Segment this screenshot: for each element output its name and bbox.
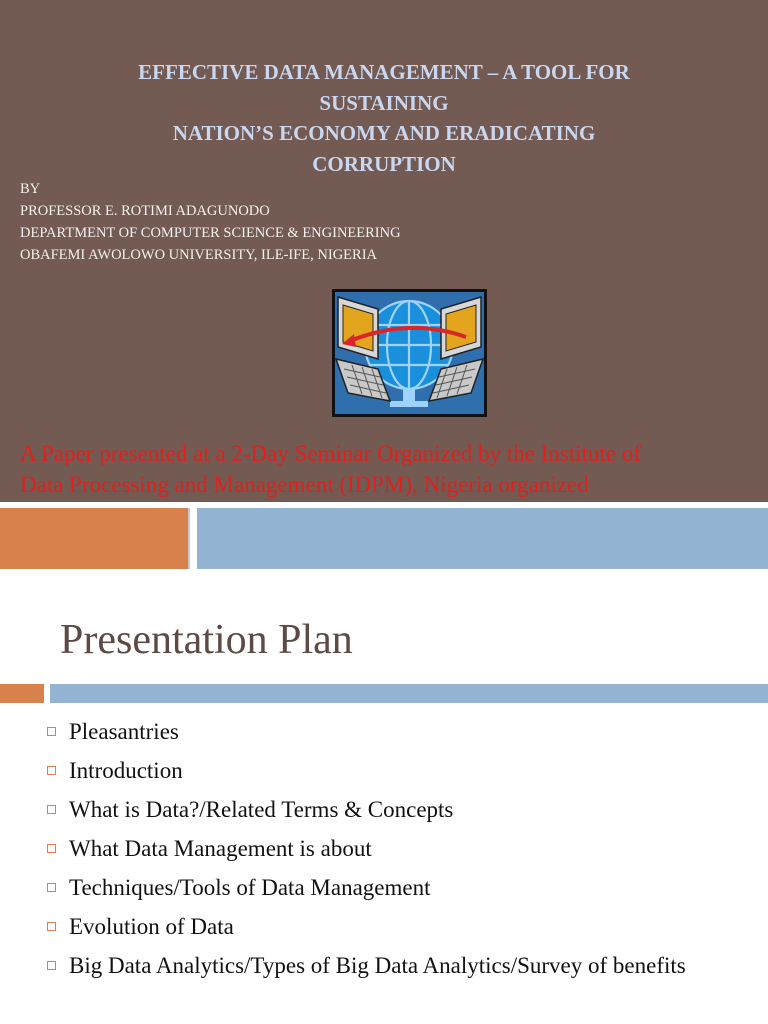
plan-list xyxy=(44,716,744,989)
list-item-text: Pleasantries xyxy=(69,719,179,744)
accent-bar-orange xyxy=(0,508,190,569)
accent-strip-blue xyxy=(50,684,768,703)
square-bullet-icon xyxy=(47,805,56,814)
square-bullet-icon xyxy=(47,727,56,736)
accent-strip-orange xyxy=(0,684,44,703)
title-slide xyxy=(0,0,768,502)
presentation-plan-title: Presentation Plan xyxy=(60,617,353,663)
seminar-caption xyxy=(20,438,760,500)
square-bullet-icon xyxy=(47,883,56,892)
square-bullet-icon xyxy=(47,766,56,775)
list-item xyxy=(44,794,744,826)
list-item-text: Techniques/Tools of Data Management xyxy=(69,875,431,900)
square-bullet-icon xyxy=(47,844,56,853)
networked-computers-globe-icon xyxy=(332,289,487,417)
slide-title xyxy=(60,57,708,179)
list-item-text: Introduction xyxy=(69,758,183,783)
title-line: NATION’S ECONOMY AND ERADICATING xyxy=(172,121,596,145)
list-item xyxy=(44,950,744,982)
title-line: SUSTAINING xyxy=(319,90,449,115)
list-item-text: Evolution of Data xyxy=(69,914,234,939)
caption-line: A Paper presented at a 2-Day Seminar Organized by the Institute of xyxy=(20,441,642,466)
author-name: PROFESSOR E. ROTIMI ADAGUNODO xyxy=(20,203,270,219)
author-university: OBAFEMI AWOLOWO UNIVERSITY, ILE-IFE, NIGERIA xyxy=(20,247,378,263)
author-block xyxy=(20,178,401,266)
accent-bar-blue xyxy=(197,508,768,569)
title-line: CORRUPTION xyxy=(312,151,456,176)
square-bullet-icon xyxy=(47,961,56,970)
author-by: BY xyxy=(20,181,41,197)
caption-line: Data Processing and Management (IDPM), Nigeria organized xyxy=(20,472,589,497)
list-item-text: What is Data?/Related Terms & Concepts xyxy=(69,797,454,822)
list-item-text: Big Data Analytics/Types of Big Data Analytics/Survey of benefits xyxy=(69,953,686,978)
list-item xyxy=(44,716,744,748)
square-bullet-icon xyxy=(47,922,56,931)
list-item xyxy=(44,833,744,865)
author-department: DEPARTMENT OF COMPUTER SCIENCE & ENGINEERING xyxy=(20,225,401,241)
title-line: EFFECTIVE DATA MANAGEMENT – A TOOL FOR xyxy=(138,60,630,84)
list-item xyxy=(44,911,744,943)
list-item xyxy=(44,872,744,904)
list-item-text: What Data Management is about xyxy=(69,836,372,861)
list-item xyxy=(44,755,744,787)
